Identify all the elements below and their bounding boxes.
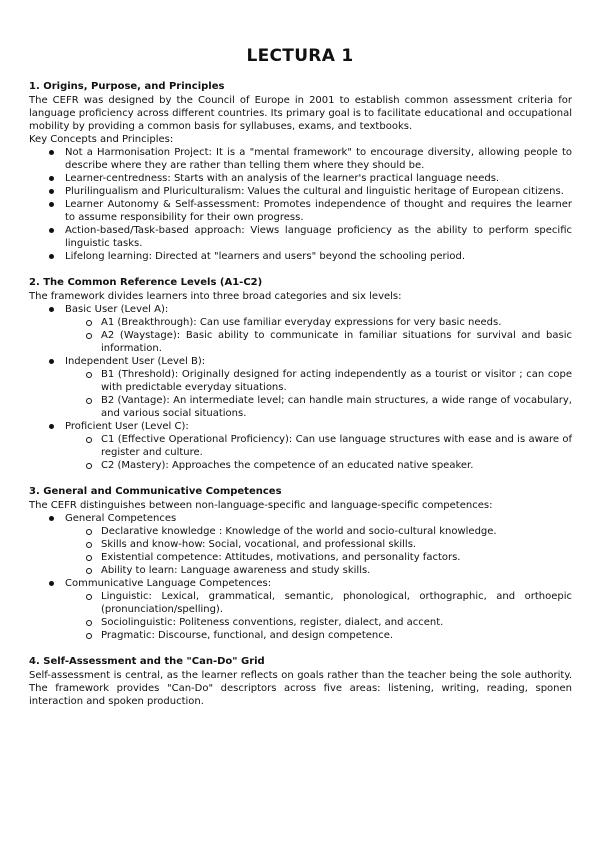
list-item [29,420,572,472]
paragraph: The CEFR distinguishes between non-language-specific and language-specific competences: [29,500,493,511]
list-item: Learner-centredness: Starts with an analysis of the learner's practical language needs. [29,172,572,185]
list-item: Plurilingualism and Pluriculturalism: Values the cultural and linguistic heritage of European citizens. [29,185,572,198]
group-label: Basic User (Level A): [65,304,169,315]
document-body [29,80,572,721]
section-levels [29,276,572,472]
sub-list-item: B1 (Threshold): Originally designed for acting independently as a tourist or visitor ; can cope with predictable everyday situations. [29,368,572,394]
sub-list [29,590,572,642]
sub-list-item: C2 (Mastery): Approaches the competence of an educated native speaker. [29,459,572,472]
list-item [29,512,572,577]
section-self-assessment [29,655,572,708]
page-title: LECTURA 1 [246,46,354,66]
sub-list-item: C1 (Effective Operational Proficiency): Can use language structures with ease and is aware of register and culture. [29,433,572,459]
paragraph: The framework divides learners into three broad categories and six levels: [29,291,402,302]
sub-list [29,368,572,420]
sub-list [29,316,572,355]
paragraph: The CEFR was designed by the Council of Europe in 2001 to establish common assessment criteria for language proficiency across different countries. Its primary goal is to facilitate educational and occupational mobility by providing a common basis for syllabuses, exams, and textbooks. [29,95,572,132]
sub-list-item: Existential competence: Attitudes, motivations, and personality factors. [29,551,572,564]
section-heading: 1. Origins, Purpose, and Principles [29,81,225,92]
sub-list-item: Skills and know-how: Social, vocational, and professional skills. [29,538,572,551]
sub-list-item: A2 (Waystage): Basic ability to communicate in familiar situations for survival and basic information. [29,329,572,355]
list-item [29,355,572,420]
sub-list-item: B2 (Vantage): An intermediate level; can handle main structures, a wide range of vocabulary, and various social situations. [29,394,572,420]
list-item [29,577,572,642]
sub-list [29,433,572,472]
section-origins [29,80,572,263]
section-heading: 2. The Common Reference Levels (A1-C2) [29,277,263,288]
sub-list-item: Pragmatic: Discourse, functional, and design competence. [29,629,572,642]
levels-list [29,303,572,472]
group-label: General Competences [65,513,177,524]
list-item: Lifelong learning: Directed at "learners and users" beyond the schooling period. [29,250,572,263]
key-concepts-label: Key Concepts and Principles: [29,134,174,145]
section-competences [29,485,572,642]
list-item: Learner Autonomy & Self-assessment: Promotes independence of thought and requires the learner to assume responsibility for their own progress. [29,198,572,224]
group-label: Independent User (Level B): [65,356,206,367]
sub-list-item: Linguistic: Lexical, grammatical, semantic, phonological, orthographic, and orthoepic (pronunciation/spelling). [29,590,572,616]
sub-list [29,525,572,577]
section-heading: 3. General and Communicative Competences [29,486,282,497]
sub-list-item: Sociolinguistic: Politeness conventions, register, dialect, and accent. [29,616,572,629]
section-heading: 4. Self-Assessment and the "Can-Do" Grid [29,656,265,667]
competences-list [29,512,572,642]
sub-list-item: Declarative knowledge : Knowledge of the world and socio-cultural knowledge. [29,525,572,538]
list-item [29,303,572,355]
group-label: Communicative Language Competences: [65,578,272,589]
group-label: Proficient User (Level C): [65,421,189,432]
list-item: Action-based/Task-based approach: Views language proficiency as the ability to perform specific linguistic tasks. [29,224,572,250]
sub-list-item: A1 (Breakthrough): Can use familiar everyday expressions for very basic needs. [29,316,572,329]
list-item: Not a Harmonisation Project: It is a "mental framework" to encourage diversity, allowing people to describe where they are rather than telling them where they should be. [29,146,572,172]
principles-list [29,146,572,263]
sub-list-item: Ability to learn: Language awareness and study skills. [29,564,572,577]
paragraph: Self-assessment is central, as the learner reflects on goals rather than the teacher being the sole authority. The framework provides "Can-Do" descriptors across five areas: listening, writing, reading, sponen interaction and spoken production. [29,670,572,707]
